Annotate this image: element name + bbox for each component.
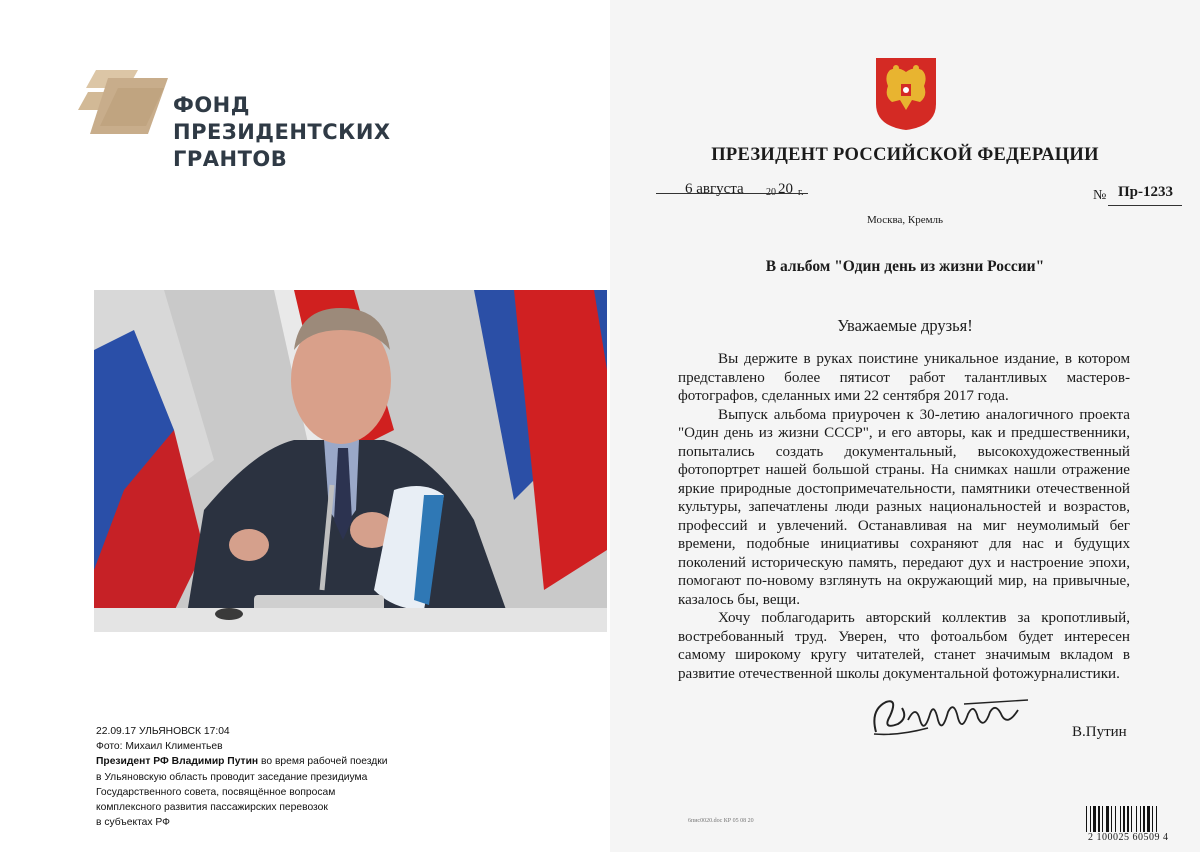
- presidential-letter: [610, 0, 1200, 852]
- letter-number-sign: №: [1093, 188, 1107, 203]
- letter-date-year-prefix: 20: [766, 187, 776, 198]
- fund-name: [173, 92, 391, 173]
- news-photo: [94, 290, 607, 632]
- fund-name-line-2: ПРЕЗИДЕНТСКИХ: [173, 120, 391, 144]
- caption-text-rest: во время рабочей поездки: [258, 756, 388, 768]
- letter-number: Пр-1233: [1118, 184, 1174, 200]
- letter-signer: В.Путин: [1072, 724, 1127, 740]
- fund-logo-icon: [78, 62, 168, 142]
- caption-photographer: Фото: Михаил Климентьев: [96, 741, 223, 753]
- number-underline: [1108, 205, 1182, 206]
- letter-date-day: 6 августа: [685, 181, 744, 197]
- caption-text-line-4: комплексного развития пассажирских перевозок: [96, 802, 328, 814]
- caption-text-line-3: Государственного совета, посвящённое вопросам: [96, 786, 336, 798]
- letter-body: [678, 350, 1130, 683]
- letter-paragraph-2: Выпуск альбома приурочен к 30-летию аналогичного проекта "Один день из жизни СССР", и его авторы, как и предшественники, попытались создать документальный, высокохудожественный фотопортрет нашей большой страны. На снимках нашли отражение яркие природные достопримечательности, памятники отечественной культуры, запечатлены люди разных национальностей и возрастов, профессий и увлечений. Останавливая на миг неумолимый бег времени, подобные инициативы сохраняют для нас и будущих поколений историческую память, передают дух и настроение эпохи, помогают по-новому взглянуть на окружающий мир, на привычные, казалось бы, вещи.: [678, 406, 1130, 608]
- caption-subject: Президент РФ Владимир Путин: [96, 756, 259, 768]
- russian-coat-of-arms-icon: [874, 56, 938, 132]
- caption-text-line-2: в Ульяновскую область проводит заседание президиума: [96, 771, 368, 783]
- letter-subject: В альбом "Один день из жизни России": [765, 258, 1045, 275]
- barcode-number: 2 100025 60509 4: [1088, 832, 1169, 843]
- letter-date-suffix: г.: [798, 187, 804, 198]
- document-code: 6пис0020.doc КР 05 08 20: [688, 818, 754, 824]
- letter-paragraph-3: Хочу поблагодарить авторский коллектив за кропотливый, востребованный труд. Уверен, что фотоальбом будет интересен самому широкому кругу читателей, станет значимым вкладом в развитие отечественной школы документальной фотожурналистики.: [678, 610, 1130, 682]
- date-underline: [656, 193, 808, 194]
- caption-text-line-5: в субъектах РФ: [96, 817, 170, 829]
- fund-name-line-1: ФОНД: [173, 93, 250, 117]
- letter-greeting: Уважаемые друзья!: [837, 316, 973, 335]
- handwritten-signature: [868, 690, 1038, 746]
- letter-heading: ПРЕЗИДЕНТ РОССИЙСКОЙ ФЕДЕРАЦИИ: [711, 145, 1099, 165]
- photo-caption: [96, 724, 388, 830]
- letter-place: Москва, Кремль: [866, 214, 944, 226]
- letter-date-year: 20: [778, 181, 793, 197]
- barcode-icon: [1086, 806, 1192, 832]
- letter-paragraph-1: Вы держите в руках поистине уникальное издание, в котором представлено более пятисот работ талантливых мастеров-фотографов, сделанных ими 22 сентября 2017 года.: [678, 351, 1130, 404]
- fund-name-line-3: ГРАНТОВ: [173, 147, 288, 171]
- caption-dateline: 22.09.17 УЛЬЯНОВСК 17:04: [96, 726, 230, 737]
- caption-text-line-1: [96, 754, 388, 769]
